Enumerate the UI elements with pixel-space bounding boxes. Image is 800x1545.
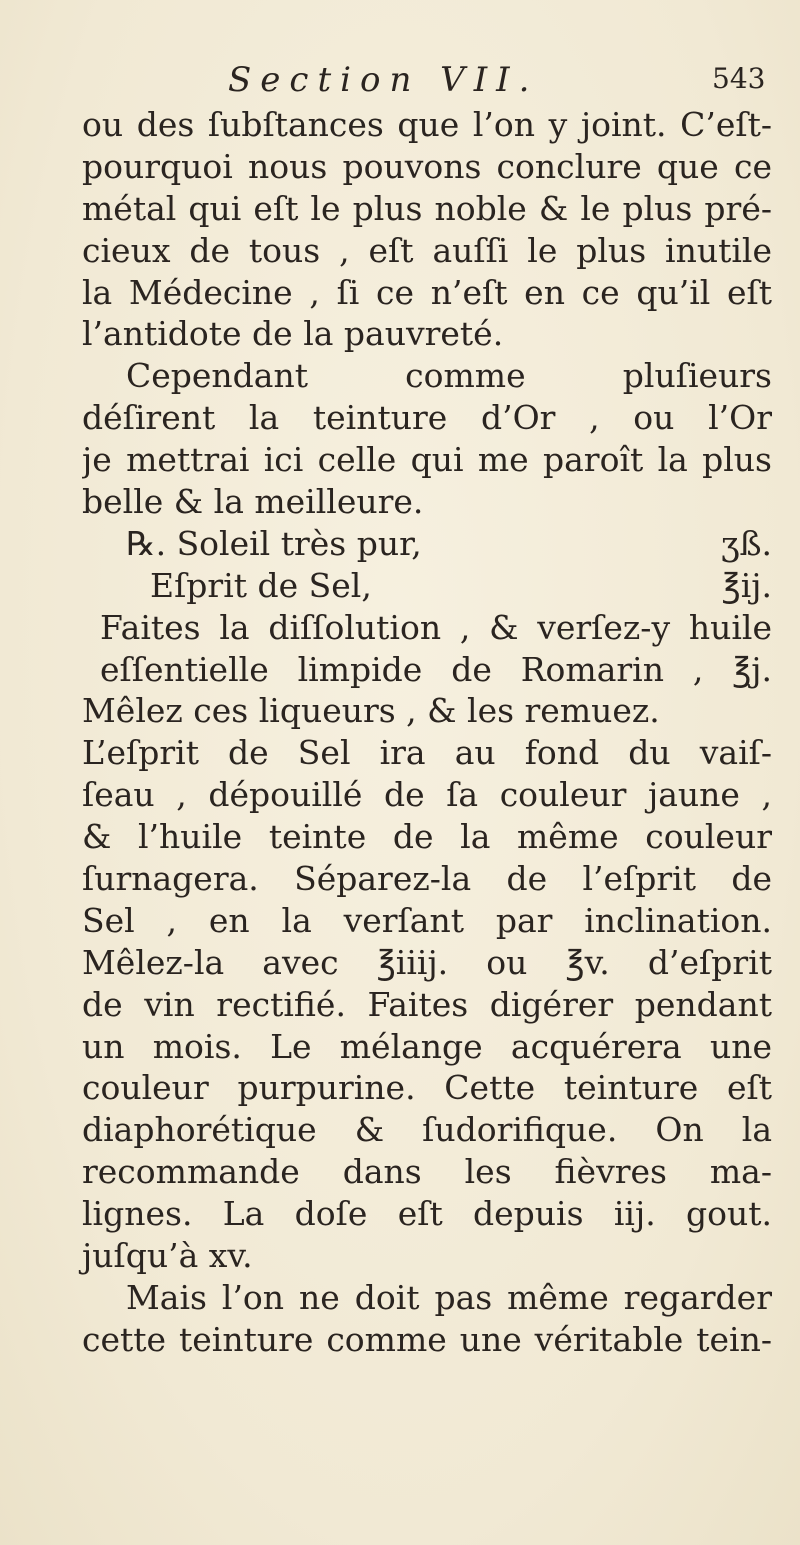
text-line: Mêlez-la avec ℥iiij. ou ℥v. d’eſprit <box>82 942 772 982</box>
text-line: Faites la diſſolution , & verſez-y huile <box>100 607 772 647</box>
text-line: cette teinture comme une véritable tein- <box>82 1319 772 1359</box>
body-text <box>82 104 772 1361</box>
text-line: je mettrai ici celle qui me paroît la plus <box>82 440 772 480</box>
text-line: l’antidote de la pauvreté. <box>82 314 504 354</box>
text-line: déſirent la teinture d’Or , ou l’Or <box>82 398 772 438</box>
text-line: recommande dans les fièvres ma- <box>82 1152 772 1192</box>
text-line: Sel , en la verſant par inclination. <box>82 900 772 940</box>
recipe-ingredient: Eſprit de Sel, <box>150 565 372 605</box>
page-header <box>0 60 800 104</box>
text-line: & l’huile teinte de la même couleur <box>82 817 772 857</box>
recipe-ingredient: ℞. Soleil très pur, <box>126 523 422 563</box>
text-line: cieux de tous , eſt auſſi le plus inutile <box>82 230 772 270</box>
text-line: Mêlez ces liqueurs , & les remuez. <box>82 691 660 731</box>
text-line: ſeau , dépouillé de ſa couleur jaune , <box>82 775 772 815</box>
text-line: Cependant comme pluſieurs <box>126 356 772 396</box>
recipe-quantity: ʒß. <box>720 523 772 563</box>
page-number: 543 <box>712 62 766 95</box>
text-line: couleur purpurine. Cette teinture eſt <box>82 1068 772 1108</box>
text-line: ſurnagera. Séparez-la de l’eſprit de <box>82 859 772 899</box>
text-line: de vin rectifié. Faites digérer pendant <box>82 984 772 1024</box>
text-line: eſſentielle limpide de Romarin , ℥j. <box>100 649 772 689</box>
text-line: L’eſprit de Sel ira au fond du vaiſ- <box>82 733 772 773</box>
text-line: juſqu’à xv. <box>82 1236 253 1276</box>
text-line: ou des ſubſtances que l’on y joint. C’eſt- <box>82 105 772 144</box>
recipe-line <box>82 565 772 607</box>
text-line: métal qui eſt le plus noble & le plus pré- <box>82 188 772 228</box>
recipe-line <box>82 523 772 565</box>
running-title: Section VII. <box>228 60 539 100</box>
text-line: la Médecine , ſi ce n’eſt en ce qu’il eſt <box>82 272 772 312</box>
text-line: un mois. Le mélange acquérera une <box>82 1026 772 1066</box>
text-line: belle & la meilleure. <box>82 482 424 522</box>
text-line: Mais l’on ne doit pas même regarder <box>126 1277 772 1317</box>
text-line: diaphorétique & ſudorifique. On la <box>82 1110 772 1150</box>
recipe-quantity: ℥ij. <box>721 565 772 605</box>
text-line: pourquoi nous pouvons conclure que ce <box>82 146 772 186</box>
text-line: lignes. La doſe eſt depuis iij. gout. <box>82 1194 772 1234</box>
